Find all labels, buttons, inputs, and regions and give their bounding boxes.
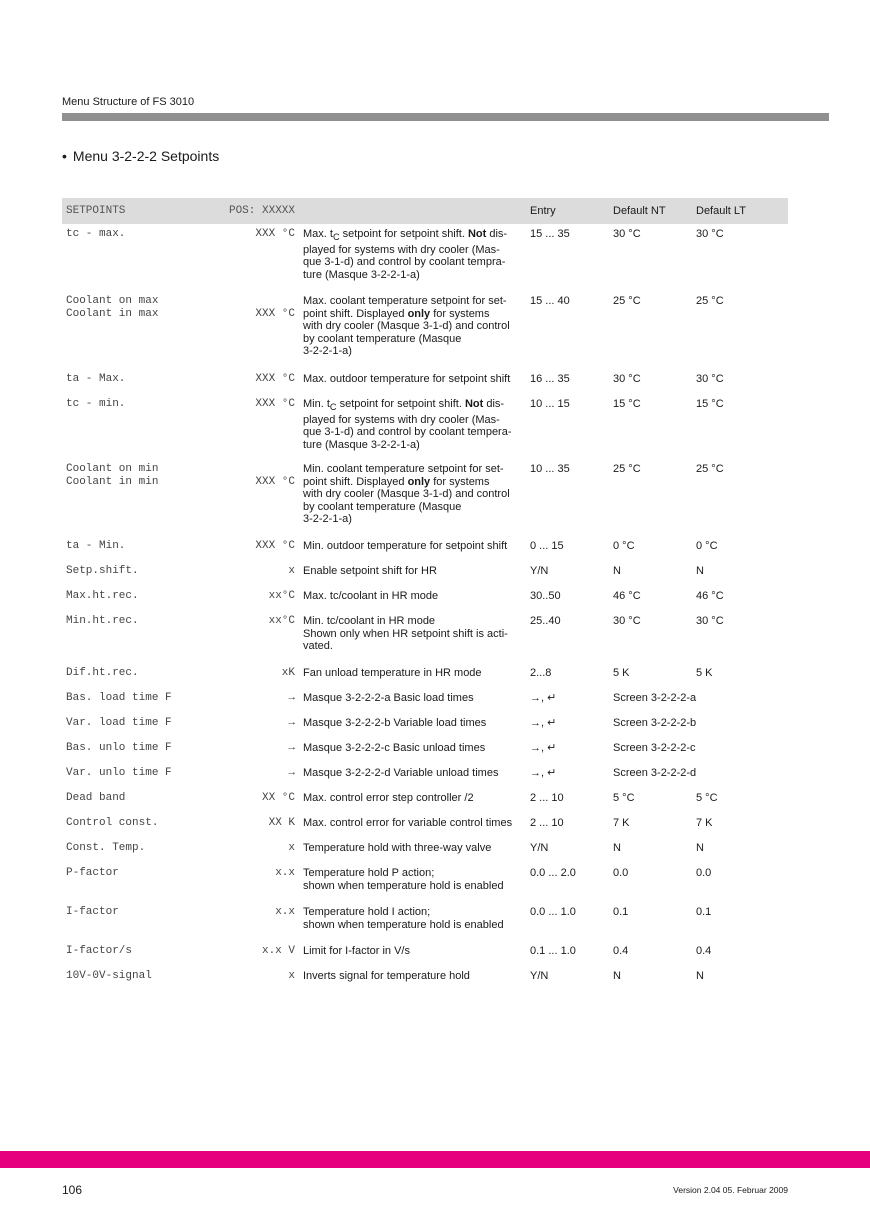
- document-title: Menu Structure of FS 3010: [62, 96, 195, 108]
- row-default-lt: 0 °C: [696, 540, 718, 552]
- row-label: I-factor/s: [66, 945, 133, 957]
- row-label: I-factor: [66, 906, 119, 918]
- row-label: Dead band: [66, 792, 126, 804]
- row-default-nt: N: [613, 970, 621, 982]
- row-pos: →: [288, 692, 295, 704]
- row-pos: x.x: [275, 867, 295, 879]
- row-entry: 15 ... 40: [530, 295, 570, 307]
- row-label: Control const.: [66, 817, 159, 829]
- row-label: Dif.ht.rec.: [66, 667, 139, 679]
- row-default-nt: 30 °C: [613, 615, 641, 627]
- row-entry: 0.0 ... 1.0: [530, 906, 576, 918]
- row-label: Const. Temp.: [66, 842, 146, 854]
- row-screen: Screen 3-2-2-2-c: [613, 742, 696, 754]
- row-default-lt: 0.1: [696, 906, 712, 918]
- row-entry: Y/N: [530, 565, 549, 577]
- table-row: [62, 369, 788, 394]
- row-pos: XX °C: [261, 792, 295, 804]
- row-pos: XXX °C: [255, 475, 295, 488]
- row-entry: 25..40: [530, 615, 561, 627]
- column-header-entry: Entry: [526, 198, 609, 224]
- column-header-description: [299, 198, 526, 224]
- row-default-nt: 15 °C: [613, 398, 641, 410]
- row-label: ta - Max.: [66, 373, 126, 385]
- row-default-lt: N: [696, 842, 704, 854]
- row-label: Coolant on min Coolant in min: [66, 463, 159, 488]
- row-entry: 10 ... 15: [530, 398, 570, 410]
- row-pos: x: [288, 842, 295, 854]
- row-default-lt: N: [696, 565, 704, 577]
- row-description: Max. control error step controller /2: [303, 792, 474, 804]
- row-entry: →, ↵: [530, 767, 557, 779]
- row-description: Max. $t_C$ setpoint for setpoint shift. Not dis- played for systems with dry cooler (Mas- que 3-1-d) and control by coolant tempra- ture (Masque 3-2-2-1-a): [303, 228, 508, 281]
- row-description: Limit for I-factor in V/s: [303, 945, 410, 957]
- row-label: P-factor: [66, 867, 119, 879]
- section-heading-text: Menu 3-2-2-2 Setpoints: [72, 148, 220, 164]
- row-default-lt: 15 °C: [696, 398, 724, 410]
- row-default-nt: 0.1: [613, 906, 629, 918]
- row-screen: Screen 3-2-2-2-b: [613, 717, 697, 729]
- row-entry: 0.1 ... 1.0: [530, 945, 576, 957]
- row-default-nt: 30 °C: [613, 228, 641, 240]
- row-description: Temperature hold I action; shown when temperature hold is enabled: [303, 906, 504, 931]
- table-row: [62, 941, 788, 966]
- row-label: tc - min.: [66, 398, 126, 410]
- row-label: Min.ht.rec.: [66, 615, 139, 627]
- row-label: Coolant on max Coolant in max: [66, 295, 159, 320]
- row-label: Var. load time F: [66, 717, 172, 729]
- row-entry: →, ↵: [530, 692, 557, 704]
- column-header-default-lt: Default LT: [692, 198, 788, 224]
- row-description: Max. coolant temperature setpoint for set- point shift. Displayed only for systems with dry cooler (Masque 3-1-d) and control by coolant temperature (Masque 3-2-2-1-a): [303, 295, 510, 358]
- row-description: Max. outdoor temperature for setpoint shift: [303, 373, 511, 385]
- row-default-lt: 0.4: [696, 945, 712, 957]
- table-row: [62, 536, 788, 561]
- table-row: [62, 713, 788, 738]
- row-entry: 10 ... 35: [530, 463, 570, 475]
- row-default-nt: 25 °C: [613, 463, 641, 475]
- row-default-lt: 5 °C: [696, 792, 718, 804]
- row-pos: x: [288, 565, 295, 577]
- row-pos: →: [288, 742, 295, 754]
- table-row: [62, 586, 788, 611]
- row-entry: →, ↵: [530, 742, 557, 754]
- row-default-nt: 5 °C: [613, 792, 635, 804]
- row-default-nt: 25 °C: [613, 295, 641, 307]
- table-row: [62, 663, 788, 688]
- table-row: [62, 611, 788, 663]
- bullet: •: [62, 148, 67, 164]
- row-pos: xx°C: [268, 615, 295, 627]
- row-entry: 30..50: [530, 590, 561, 602]
- row-description: Max. control error for variable control times: [303, 817, 513, 829]
- table-row: [62, 561, 788, 586]
- row-default-lt: 25 °C: [696, 463, 724, 475]
- row-description: Enable setpoint shift for HR: [303, 565, 437, 577]
- row-description: Temperature hold P action; shown when temperature hold is enabled: [303, 867, 504, 892]
- row-pos: x.x: [275, 906, 295, 918]
- row-default-nt: 0.0: [613, 867, 629, 879]
- row-default-lt: N: [696, 970, 704, 982]
- table-header-row: [62, 198, 788, 224]
- footer-version: Version 2.04 05. Februar 2009: [673, 1185, 788, 1195]
- footer-accent-bar: [0, 1151, 870, 1168]
- row-pos: XX K: [268, 817, 295, 829]
- row-pos: x.x V: [261, 945, 295, 957]
- table-row: [62, 863, 788, 902]
- row-label: ta - Min.: [66, 540, 126, 552]
- row-entry: 16 ... 35: [530, 373, 570, 385]
- row-default-nt: 30 °C: [613, 373, 641, 385]
- row-pos: xx°C: [268, 590, 295, 602]
- row-entry: 2...8: [530, 667, 552, 679]
- section-heading: [62, 148, 219, 164]
- table-row: [62, 688, 788, 713]
- row-pos: →: [288, 717, 295, 729]
- row-default-lt: 0.0: [696, 867, 712, 879]
- table-row: [62, 291, 788, 369]
- row-default-nt: N: [613, 842, 621, 854]
- row-label: Var. unlo time F: [66, 767, 172, 779]
- row-description: Masque 3-2-2-2-c Basic unload times: [303, 742, 486, 754]
- row-default-nt: 7 K: [613, 817, 630, 829]
- row-label: Max.ht.rec.: [66, 590, 139, 602]
- row-description: Masque 3-2-2-2-d Variable unload times: [303, 767, 499, 779]
- row-label: 10V-0V-signal: [66, 970, 152, 982]
- row-entry: 2 ... 10: [530, 817, 564, 829]
- table-row: [62, 394, 788, 459]
- row-label: tc - max.: [66, 228, 126, 240]
- row-entry: 0.0 ... 2.0: [530, 867, 576, 879]
- row-default-lt: 30 °C: [696, 373, 724, 385]
- row-entry: →, ↵: [530, 717, 557, 729]
- row-pos: x: [288, 970, 295, 982]
- header-rule: [62, 113, 829, 121]
- table-row: [62, 763, 788, 788]
- row-description: Masque 3-2-2-2-a Basic load times: [303, 692, 474, 704]
- column-header-setpoints: SETPOINTS: [62, 198, 194, 224]
- row-description: Inverts signal for temperature hold: [303, 970, 470, 982]
- row-screen: Screen 3-2-2-2-a: [613, 692, 697, 704]
- row-entry: Y/N: [530, 842, 549, 854]
- table-row: [62, 459, 788, 536]
- row-entry: 2 ... 10: [530, 792, 564, 804]
- row-default-lt: 30 °C: [696, 615, 724, 627]
- row-description: Min. $t_C$ setpoint for setpoint shift. Not dis- played for systems with dry cooler (Mas- que 3-1-d) and control by coolant tempera- ture (Masque 3-2-2-1-a): [303, 398, 512, 451]
- row-description: Temperature hold with three-way valve: [303, 842, 492, 854]
- row-screen: Screen 3-2-2-2-d: [613, 767, 697, 779]
- row-pos: XXX °C: [255, 307, 295, 320]
- table-row: [62, 224, 788, 291]
- column-header-pos: POS: XXXXX: [194, 198, 299, 224]
- row-default-lt: 25 °C: [696, 295, 724, 307]
- row-pos: XXX °C: [255, 540, 295, 552]
- table-row: [62, 788, 788, 813]
- table-row: [62, 838, 788, 863]
- row-label: Bas. load time F: [66, 692, 172, 704]
- row-pos: XXX °C: [255, 398, 295, 410]
- row-default-nt: 0 °C: [613, 540, 635, 552]
- row-entry: Y/N: [530, 970, 549, 982]
- table-row: [62, 902, 788, 941]
- row-pos: XXX °C: [255, 373, 295, 385]
- row-default-nt: 0.4: [613, 945, 629, 957]
- table-row: [62, 813, 788, 838]
- row-description: Fan unload temperature in HR mode: [303, 667, 482, 679]
- setpoints-table: [62, 198, 788, 991]
- row-default-nt: 5 K: [613, 667, 630, 679]
- row-description: Min. coolant temperature setpoint for set- point shift. Displayed only for systems with dry cooler (Masque 3-1-d) and control by coolant temperature (Masque 3-2-2-1-a): [303, 463, 510, 526]
- row-default-lt: 30 °C: [696, 228, 724, 240]
- row-description: Min. tc/coolant in HR mode Shown only when HR setpoint shift is acti- vated.: [303, 615, 508, 653]
- row-description: Min. outdoor temperature for setpoint shift: [303, 540, 508, 552]
- row-default-lt: 5 K: [696, 667, 713, 679]
- table-row: [62, 738, 788, 763]
- column-header-default-nt: Default NT: [609, 198, 692, 224]
- row-default-lt: 7 K: [696, 817, 713, 829]
- row-entry: 15 ... 35: [530, 228, 570, 240]
- row-description: Masque 3-2-2-2-b Variable load times: [303, 717, 487, 729]
- table-row: [62, 966, 788, 991]
- row-pos: →: [288, 767, 295, 779]
- row-pos: XXX °C: [255, 228, 295, 240]
- row-description: Max. tc/coolant in HR mode: [303, 590, 439, 602]
- row-label: Bas. unlo time F: [66, 742, 172, 754]
- row-default-nt: 46 °C: [613, 590, 641, 602]
- page-number: 106: [62, 1183, 83, 1197]
- row-default-lt: 46 °C: [696, 590, 724, 602]
- row-default-nt: N: [613, 565, 621, 577]
- row-label: Setp.shift.: [66, 565, 139, 577]
- row-entry: 0 ... 15: [530, 540, 564, 552]
- row-pos: xK: [281, 667, 295, 679]
